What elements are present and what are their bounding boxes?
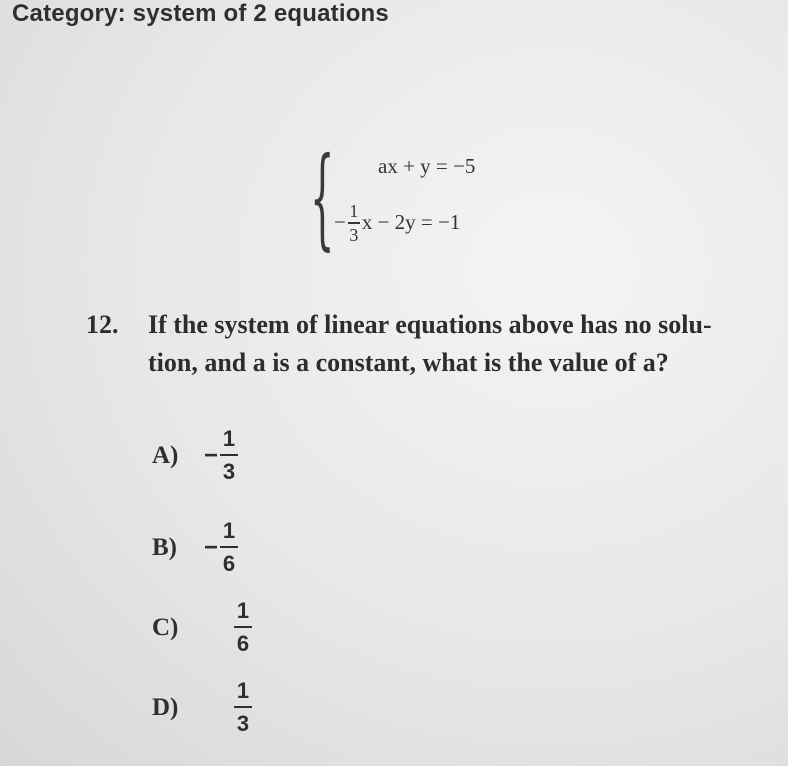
fraction-bar [220, 454, 238, 456]
question-line-2: tion, and a is a constant, what is the value of a? [148, 348, 669, 377]
fraction-denominator: 3 [349, 224, 359, 245]
fraction-numerator: 1 [222, 426, 236, 451]
fraction-denominator: 3 [236, 711, 250, 736]
choice-fraction [234, 600, 252, 655]
choice-c[interactable] [152, 600, 252, 655]
choice-sign: − [204, 533, 219, 561]
choice-letter: D) [152, 693, 179, 721]
fraction-bar [348, 222, 360, 224]
fraction-bar [220, 546, 238, 548]
choice-fraction [220, 520, 238, 575]
fraction-numerator: 1 [236, 598, 250, 623]
choice-letter: A) [152, 441, 179, 469]
fraction-denominator: 3 [222, 459, 236, 484]
choice-letter: B) [152, 533, 177, 561]
choice-d[interactable] [152, 680, 252, 735]
choice-fraction [234, 680, 252, 735]
left-brace-icon: { [310, 133, 335, 261]
fraction-numerator: 1 [236, 678, 250, 703]
equation-1: ax + y = −5 [378, 154, 476, 178]
equation-2-fraction [348, 202, 360, 244]
choice-a[interactable] [152, 428, 238, 483]
choice-letter: C) [152, 613, 179, 641]
category-title: Category: system of 2 equations [12, 0, 389, 27]
question-line-1: If the system of linear equations above has no solu- [148, 310, 712, 339]
fraction-denominator: 6 [236, 631, 250, 656]
equation-2-rest: x − 2y = −1 [361, 210, 461, 235]
fraction-denominator: 6 [222, 551, 236, 576]
fraction-bar [234, 706, 252, 708]
choice-b[interactable] [152, 520, 238, 575]
choice-fraction [220, 428, 238, 483]
equation-system [310, 133, 570, 270]
equation-2-sign: − [334, 210, 346, 235]
choice-sign: − [204, 441, 219, 469]
equation-2 [334, 202, 460, 244]
fraction-numerator: 1 [222, 518, 236, 543]
question-text [86, 306, 766, 382]
fraction-bar [234, 626, 252, 628]
question-number: 12. [86, 310, 119, 339]
fraction-numerator: 1 [349, 201, 359, 221]
